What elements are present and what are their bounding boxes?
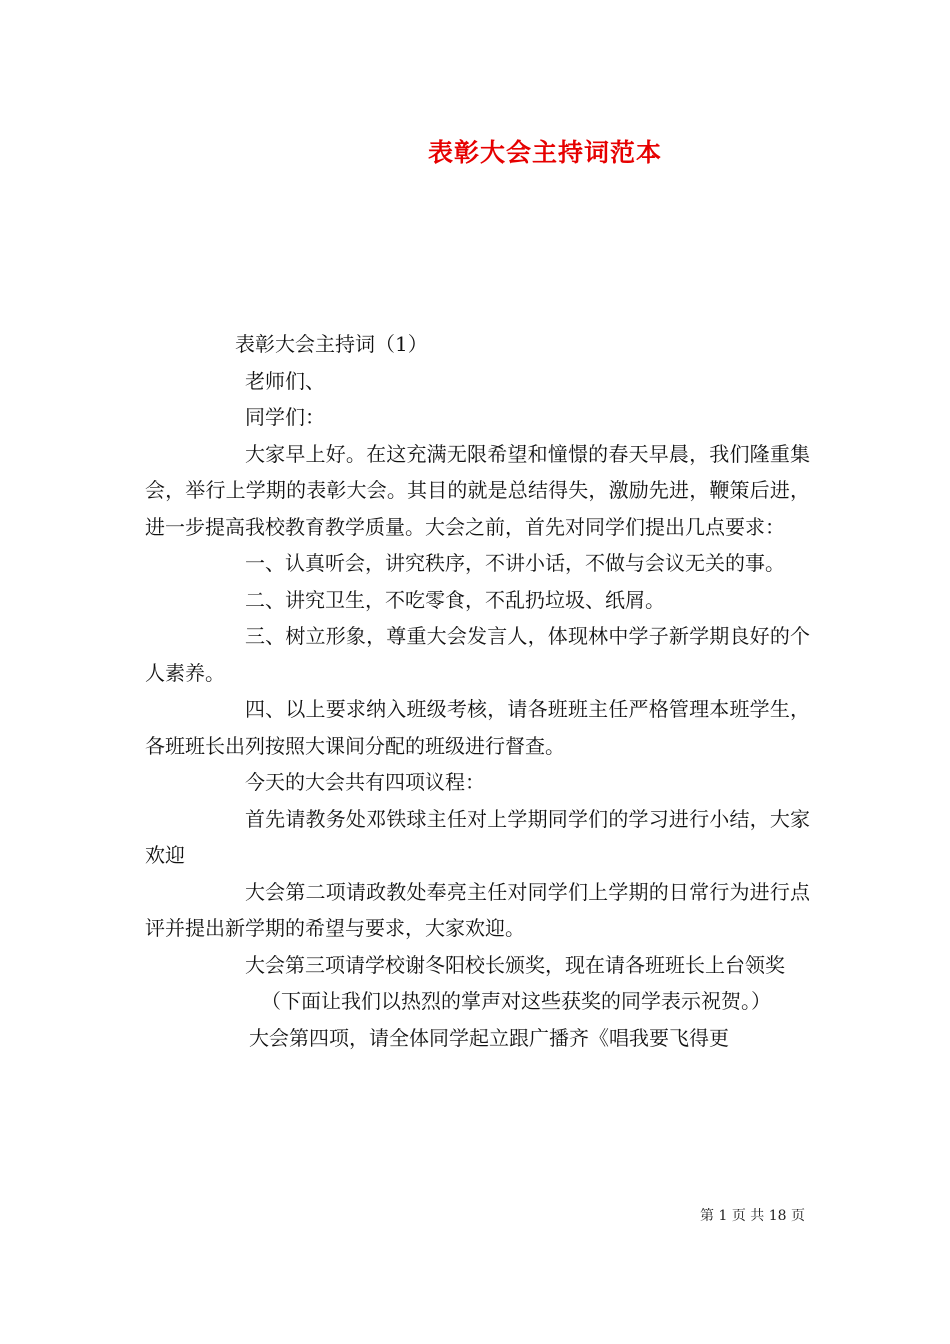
- page-footer: 第 1 页 共 18 页: [700, 1208, 805, 1224]
- agenda-intro: 今天的大会共有四项议程：: [245, 770, 485, 794]
- document-title: 表彰大会主持词范本: [427, 138, 662, 167]
- agenda-item-3: 大会第三项请学校谢冬阳校长颁奖，现在请各班班长上台领奖: [245, 952, 785, 977]
- requirement-3: 三、树立形象，尊重大会发言人，体现林中学子新学期良好的个人素养。: [145, 624, 810, 685]
- applause-note: （下面让我们以热烈的掌声对这些获奖的同学表示祝贺。）: [261, 989, 771, 1013]
- document-body: [145, 326, 810, 1056]
- requirement-1: 一、认真听会，讲究秩序，不讲小话，不做与会议无关的事。: [245, 551, 785, 575]
- salutation-teachers: 老师们、: [245, 368, 325, 393]
- agenda-item-1: 首先请教务处邓铁球主任对上学期同学们的学习进行小结，大家欢迎: [145, 806, 810, 867]
- agenda-item-2: 大会第二项请政教处奉亮主任对同学们上学期的日常行为进行点评并提出新学期的希望与要求，大家欢迎。: [145, 879, 810, 940]
- requirement-2: 二、讲究卫生，不吃零食，不乱扔垃圾、纸屑。: [245, 587, 665, 612]
- paragraph: 大家早上好。在这充满无限希望和憧憬的春天早晨，我们隆重集会，举行上学期的表彰大会。其目的就是总结得失，激励先进，鞭策后进，进一步提高我校教育教学质量。大会之前，首先对同学们提出几点要求：: [145, 441, 810, 539]
- section-heading: 表彰大会主持词（1）: [235, 332, 428, 356]
- agenda-item-4: 大会第四项，请全体同学起立跟广播齐《唱我要飞得更: [249, 1025, 729, 1050]
- requirement-4: 四、以上要求纳入班级考核，请各班班主任严格管理本班学生，各班班长出列按照大课间分配的班级进行督查。: [145, 697, 810, 758]
- salutation-students: 同学们：: [245, 405, 325, 429]
